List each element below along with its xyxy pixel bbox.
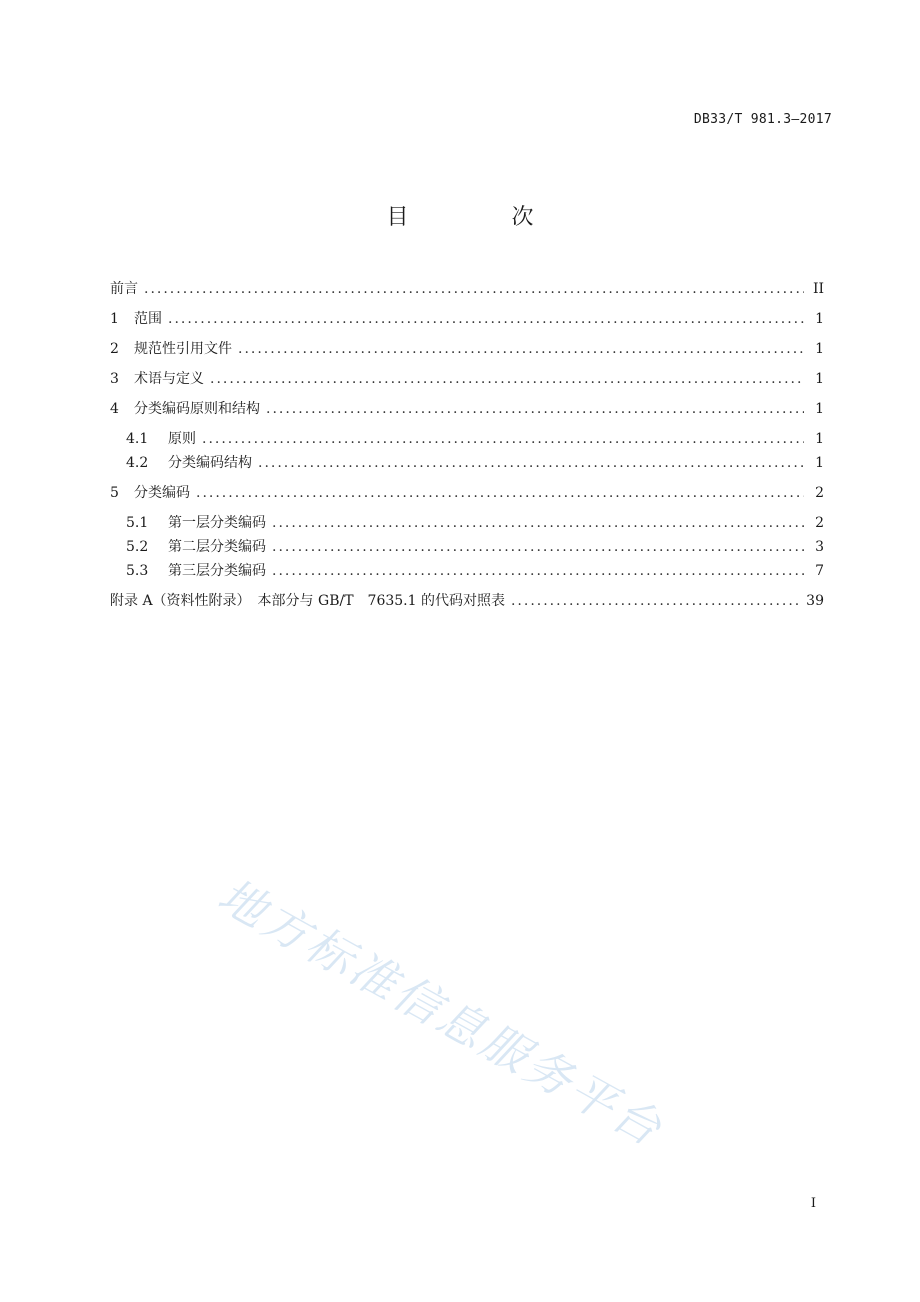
toc-entry-code-structure[interactable] [110,452,824,474]
toc-entry-page: 7 [815,563,824,579]
toc-entry-principles-structure[interactable] [110,398,824,420]
toc-entry-normative-references[interactable] [110,338,824,360]
toc-entry-title: 4.1 原则 [110,428,196,450]
toc-entry-title: 5.1 第一层分类编码 [110,512,266,534]
toc-entry-page: 2 [815,485,824,501]
toc-leader-dots [202,428,804,450]
toc-entry-page: 1 [815,311,824,327]
toc-entry-page: II [812,281,824,297]
toc-entry-number: 4.1 [126,431,149,447]
toc-leader-dots [196,482,804,504]
toc-entry-title: 5 分类编码 [110,482,190,504]
toc-leader-dots [272,560,804,582]
toc-entry-title: 附录 A（资料性附录） 本部分与 GB/T 7635.1 的代码对照表 [110,593,505,609]
toc-leader-dots [272,512,804,534]
toc-entry-title: 3 术语与定义 [110,368,204,390]
toc-entry-number: 4.2 [126,455,149,471]
toc-entry-terms[interactable] [110,368,824,390]
toc-entry-foreword[interactable] [110,278,824,300]
toc-entry-page: 1 [815,341,824,357]
document-code: DB33/T 981.3—2017 [693,112,832,127]
toc-entry-number: 5.1 [126,515,149,531]
toc-entry-number: 1 [110,311,119,327]
toc-entry-page: 2 [815,515,824,531]
toc-leader-dots [168,308,804,330]
toc-entry-number: 5.2 [126,539,149,555]
toc-entry-page: 1 [815,401,824,417]
page-number: I [810,1196,816,1211]
toc-entry-third-level-codes[interactable] [110,560,824,582]
toc-entry-first-level-codes[interactable] [110,512,824,534]
toc-entry-number: 2 [110,341,119,357]
toc-entry-second-level-codes[interactable] [110,536,824,558]
watermark: 地方标准信息服务平台 [209,867,673,1158]
toc-entry-title: 5.2 第二层分类编码 [110,536,266,558]
toc-leader-dots [511,590,800,612]
toc-entry-title: 5.3 第三层分类编码 [110,560,266,582]
toc-entry-number: 3 [110,371,119,387]
toc-entry-page: 1 [815,455,824,471]
page-title: 目 次 [386,205,582,230]
toc-entry-page: 1 [815,371,824,387]
toc-entry-title: 2 规范性引用文件 [110,338,232,360]
toc-leader-dots [238,338,804,360]
toc-entry-number: 4 [110,401,119,417]
toc-entry-title: 1 范围 [110,308,162,330]
toc-leader-dots [258,452,804,474]
toc-entry-appendix-a[interactable] [110,590,824,612]
toc-entry-page: 39 [806,593,824,609]
toc-entry-classification-codes[interactable] [110,482,824,504]
toc-leader-dots [210,368,804,390]
toc-entry-page: 1 [815,431,824,447]
toc-entry-title: 4 分类编码原则和结构 [110,398,260,420]
toc-leader-dots [272,536,804,558]
toc-entry-number: 5.3 [126,563,149,579]
toc-entry-scope[interactable] [110,308,824,330]
toc-entry-page: 3 [815,539,824,555]
toc-entry-title: 4.2 分类编码结构 [110,452,252,474]
toc-entry-principles[interactable] [110,428,824,450]
toc-leader-dots [266,398,804,420]
toc-leader-dots [144,278,804,300]
toc-entry-title: 前言 [110,281,138,297]
toc-entry-number: 5 [110,485,119,501]
